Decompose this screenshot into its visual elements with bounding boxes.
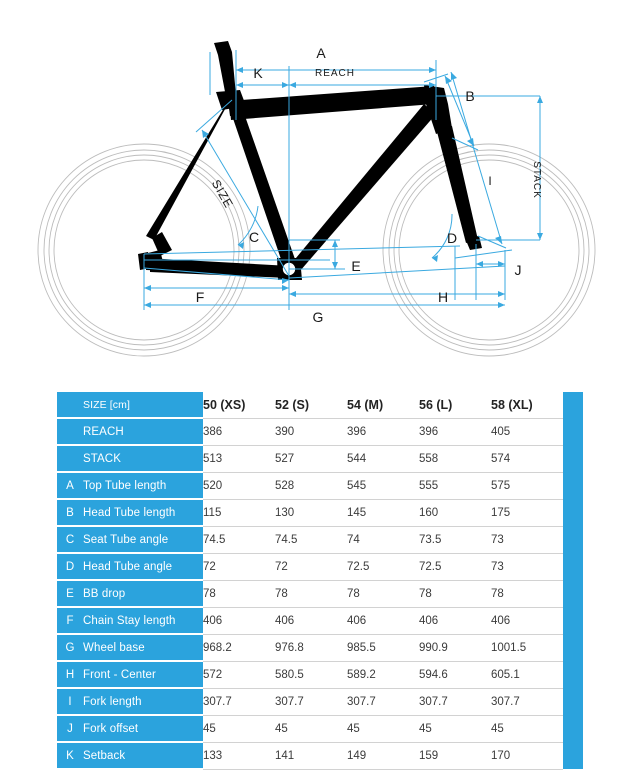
cell-value: 145 (347, 499, 419, 526)
cell-value: 45 (419, 715, 491, 742)
cell-value: 307.7 (275, 688, 347, 715)
table-header-row (57, 392, 583, 418)
table-row (57, 715, 583, 742)
table-row (57, 688, 583, 715)
geometry-table-container (57, 392, 583, 770)
cell-value: 170 (491, 742, 563, 769)
cell-value: 307.7 (491, 688, 563, 715)
geometry-table (57, 392, 583, 770)
cell-value: 72.5 (347, 553, 419, 580)
cell-value: 45 (347, 715, 419, 742)
table-row (57, 418, 583, 445)
accent-bar-cell (563, 418, 583, 445)
accent-bar-cell (563, 499, 583, 526)
accent-bar-cell (563, 580, 583, 607)
cell-value: 74.5 (203, 526, 275, 553)
cell-value: 555 (419, 472, 491, 499)
accent-bar-cell (563, 392, 583, 418)
cell-value: 405 (491, 418, 563, 445)
cell-value: 544 (347, 445, 419, 472)
cell-value: 149 (347, 742, 419, 769)
cell-value: 386 (203, 418, 275, 445)
table-row (57, 607, 583, 634)
accent-bar-cell (563, 715, 583, 742)
dim-label-reach: REACH (314, 68, 356, 79)
row-letter: E (57, 580, 83, 607)
cell-value: 72 (203, 553, 275, 580)
cell-value: 78 (491, 580, 563, 607)
row-letter: K (57, 742, 83, 769)
cell-value: 520 (203, 472, 275, 499)
accent-bar-cell (563, 742, 583, 769)
cell-value: 74 (347, 526, 419, 553)
row-label: Front - Center (83, 661, 203, 688)
cell-value: 160 (419, 499, 491, 526)
cell-value: 572 (203, 661, 275, 688)
cell-value: 307.7 (419, 688, 491, 715)
table-row (57, 634, 583, 661)
size-column-header-5: 58 (XL) (491, 392, 563, 418)
cell-value: 74.5 (275, 526, 347, 553)
table-row (57, 661, 583, 688)
cell-value: 605.1 (491, 661, 563, 688)
dim-label-e: E (351, 258, 361, 274)
row-letter (57, 418, 83, 445)
row-letter (57, 392, 83, 418)
dim-label-b: B (465, 88, 475, 104)
accent-bar-cell (563, 661, 583, 688)
cell-value: 307.7 (347, 688, 419, 715)
table-row (57, 580, 583, 607)
rear-wheel-icon (38, 144, 250, 356)
row-label: SIZE [cm] (83, 392, 203, 418)
cell-value: 976.8 (275, 634, 347, 661)
cell-value: 78 (203, 580, 275, 607)
cell-value: 159 (419, 742, 491, 769)
cell-value: 574 (491, 445, 563, 472)
accent-bar-cell (563, 688, 583, 715)
size-column-header-3: 54 (M) (347, 392, 419, 418)
cell-value: 133 (203, 742, 275, 769)
row-label: REACH (83, 418, 203, 445)
cell-value: 589.2 (347, 661, 419, 688)
dim-label-d: D (446, 230, 458, 246)
table-row (57, 445, 583, 472)
row-label: Setback (83, 742, 203, 769)
cell-value: 406 (275, 607, 347, 634)
table-row (57, 472, 583, 499)
dim-label-g: G (312, 309, 324, 325)
accent-bar-cell (563, 472, 583, 499)
cell-value: 78 (347, 580, 419, 607)
row-letter: A (57, 472, 83, 499)
row-label: Seat Tube angle (83, 526, 203, 553)
table-row (57, 742, 583, 769)
dim-label-a: A (316, 45, 326, 61)
cell-value: 594.6 (419, 661, 491, 688)
row-label: Fork offset (83, 715, 203, 742)
cell-value: 45 (275, 715, 347, 742)
cell-value: 1001.5 (491, 634, 563, 661)
row-label: Head Tube length (83, 499, 203, 526)
size-column-header-4: 56 (L) (419, 392, 491, 418)
accent-bar-cell (563, 634, 583, 661)
cell-value: 73 (491, 553, 563, 580)
cell-value: 130 (275, 499, 347, 526)
cell-value: 558 (419, 445, 491, 472)
row-letter (57, 445, 83, 472)
dim-label-h: H (437, 289, 449, 305)
row-letter: B (57, 499, 83, 526)
row-label: STACK (83, 445, 203, 472)
cell-value: 175 (491, 499, 563, 526)
cell-value: 73.5 (419, 526, 491, 553)
row-letter: C (57, 526, 83, 553)
cell-value: 528 (275, 472, 347, 499)
cell-value: 406 (419, 607, 491, 634)
row-letter: I (57, 688, 83, 715)
cell-value: 527 (275, 445, 347, 472)
row-letter: F (57, 607, 83, 634)
cell-value: 396 (347, 418, 419, 445)
cell-value: 985.5 (347, 634, 419, 661)
cell-value: 72.5 (419, 553, 491, 580)
size-column-header-2: 52 (S) (275, 392, 347, 418)
accent-bar-cell (563, 553, 583, 580)
cell-value: 45 (491, 715, 563, 742)
cell-value: 406 (347, 607, 419, 634)
row-letter: H (57, 661, 83, 688)
row-label: Chain Stay length (83, 607, 203, 634)
cell-value: 406 (491, 607, 563, 634)
cell-value: 990.9 (419, 634, 491, 661)
cell-value: 73 (491, 526, 563, 553)
cell-value: 45 (203, 715, 275, 742)
row-label: Wheel base (83, 634, 203, 661)
table-row (57, 553, 583, 580)
accent-bar-cell (563, 607, 583, 634)
cell-value: 545 (347, 472, 419, 499)
dim-label-size: SIZE (208, 177, 237, 211)
row-letter: D (57, 553, 83, 580)
cell-value: 580.5 (275, 661, 347, 688)
row-letter: G (57, 634, 83, 661)
dim-label-c: C (248, 229, 260, 245)
cell-value: 78 (275, 580, 347, 607)
cell-value: 78 (419, 580, 491, 607)
dim-label-i: I (488, 174, 492, 188)
cell-value: 968.2 (203, 634, 275, 661)
size-column-header-1: 50 (XS) (203, 392, 275, 418)
row-label: BB drop (83, 580, 203, 607)
table-row (57, 526, 583, 553)
dim-label-k: K (253, 65, 263, 81)
row-letter: J (57, 715, 83, 742)
row-label: Top Tube length (83, 472, 203, 499)
cell-value: 575 (491, 472, 563, 499)
cell-value: 307.7 (203, 688, 275, 715)
cell-value: 406 (203, 607, 275, 634)
row-label: Fork length (83, 688, 203, 715)
cell-value: 115 (203, 499, 275, 526)
accent-bar-cell (563, 526, 583, 553)
row-label: Head Tube angle (83, 553, 203, 580)
table-row (57, 499, 583, 526)
cell-value: 390 (275, 418, 347, 445)
accent-bar-cell (563, 445, 583, 472)
cell-value: 141 (275, 742, 347, 769)
dim-label-stack: STACK (531, 161, 542, 199)
dim-label-f: F (195, 289, 205, 305)
cell-value: 396 (419, 418, 491, 445)
cell-value: 72 (275, 553, 347, 580)
dim-label-j: J (514, 262, 522, 278)
cell-value: 513 (203, 445, 275, 472)
